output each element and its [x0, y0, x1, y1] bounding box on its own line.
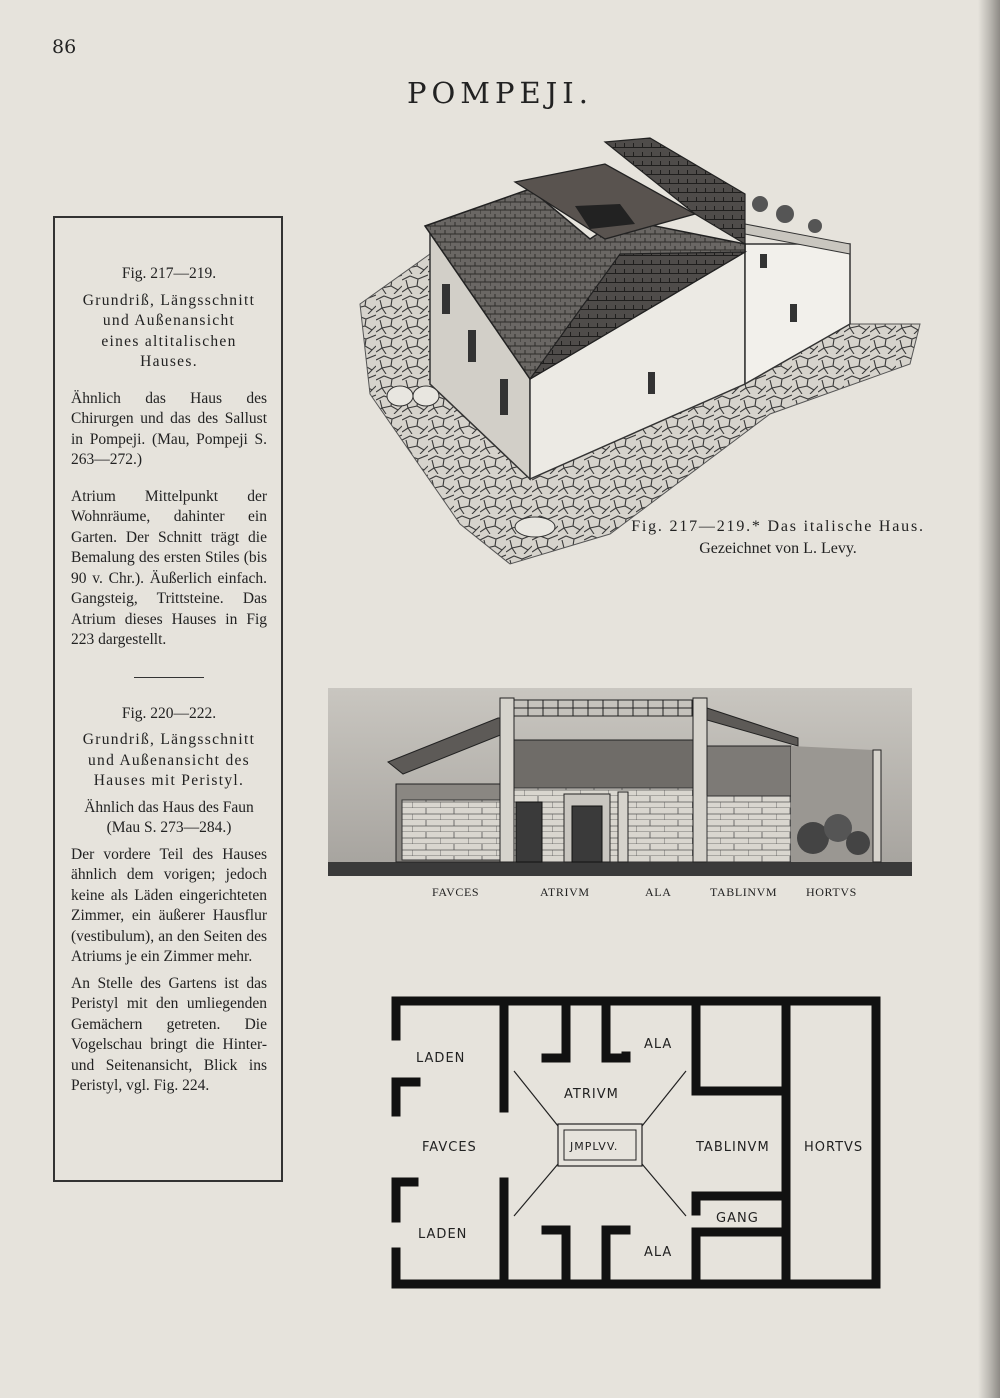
sidebar-text-box — [53, 216, 283, 1182]
section-label-tablinum: TABLINVM — [710, 885, 778, 899]
page-number: 86 — [52, 36, 77, 58]
room-label-fauces: FAVCES — [422, 1140, 477, 1155]
section-label-fauces: FAVCES — [432, 885, 480, 899]
paragraph: Ähnlich das Haus des Chirurgen und das des Sallust in Pompeji. (Mau, Pompeji S. 263—272.) — [71, 389, 267, 468]
fig-ref-217: Fig. 217—219. — [121, 265, 217, 282]
house-aerial-illustration — [350, 134, 930, 574]
paragraph: Der vordere Teil des Hauses ähnlich dem vorigen; jedoch keine als Läden eingerichteten Zimmer, ein äußerer Hausflur (vestibulum), an den Seiten des Atriums je ein Zimmer mehr. — [71, 845, 267, 965]
room-label-ala-top: ALA — [644, 1037, 673, 1052]
caption-line: Gezeichnet von L. Levy. — [699, 540, 857, 557]
room-label-impluvium: JMPLVV. — [570, 1140, 619, 1153]
room-label-gang: GANG — [716, 1211, 759, 1226]
paragraph: An Stelle des Gartens ist das Peristyl mit den umliegenden Gemächern getreten. Die Vogelschau bringt die Hinter- und Seitenansicht, Blick ins Peristyl, vgl. Fig. 224. — [71, 974, 267, 1094]
section-label-atrium: ATRIVM — [540, 885, 590, 899]
room-label-hortus: HORTVS — [804, 1140, 864, 1155]
page-edge — [978, 0, 1000, 1398]
section-labels — [0, 885, 1000, 903]
room-label-ala-bottom: ALA — [644, 1245, 673, 1260]
ground-plan-illustration — [386, 996, 884, 1290]
heading-line: und Außenansicht des — [87, 751, 251, 769]
heading-line: Grundriß, Längsschnitt — [82, 731, 256, 748]
paragraph: Atrium Mittelpunkt der Wohnräume, dahinter ein Garten. Der Schnitt trägt die Bemalung des ersten Stiles (bis 90 v. Chr.). Äußerlich einfach. Gangsteig, Trittsteine. Das Atrium dieses Hauses in Fig 223 dargestellt. — [71, 487, 267, 648]
fig-ref-220: Fig. 220—222. — [121, 704, 217, 722]
room-label-tablinum: TABLINVM — [696, 1140, 770, 1155]
section-label-ala: ALA — [645, 885, 672, 899]
heading-line: und Außenansicht — [102, 312, 236, 329]
heading-line: Hauses mit Peristyl. — [93, 772, 245, 789]
heading-line: eines altitalischen — [101, 332, 237, 350]
room-label-laden-bottom: LADEN — [418, 1227, 468, 1242]
longitudinal-section-illustration — [328, 688, 912, 876]
heading-line: Grundriß, Längsschnitt — [82, 291, 256, 309]
paragraph: Ähnlich das Haus des Faun (Mau S. 273—284.) — [84, 798, 254, 836]
heading-line: Hauses. — [140, 353, 198, 370]
section-label-hortus: HORTVS — [806, 885, 857, 899]
page-title: POMPEJI. — [407, 76, 593, 110]
house-figure-caption — [628, 516, 928, 560]
room-label-atrium: ATRIVM — [564, 1087, 619, 1102]
room-label-laden-top: LADEN — [416, 1051, 466, 1066]
heading-block2 — [71, 730, 267, 792]
heading-block1 — [71, 291, 267, 373]
divider — [134, 677, 204, 678]
caption-line: Fig. 217—219.* Das italische Haus. — [631, 518, 925, 535]
